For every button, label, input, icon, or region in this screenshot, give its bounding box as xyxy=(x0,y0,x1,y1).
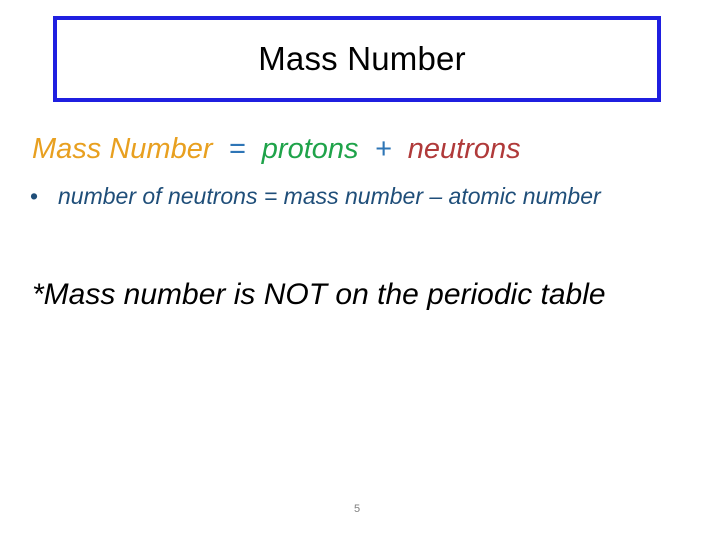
periodic-table-note: *Mass number is NOT on the periodic table xyxy=(32,278,606,311)
bullet-lhs: number of neutrons xyxy=(58,183,258,209)
mass-number-formula xyxy=(32,133,521,166)
page-number: 5 xyxy=(354,503,361,515)
formula-mass-number: Mass Number xyxy=(32,133,213,165)
formula-plus: + xyxy=(374,133,392,165)
formula-neutrons: neutrons xyxy=(407,133,521,165)
bullet-rest: = mass number – atomic number xyxy=(257,183,601,209)
bullet-marker: • xyxy=(30,183,39,209)
formula-equals: = xyxy=(228,133,246,165)
bullet-neutrons xyxy=(30,183,601,210)
title-box xyxy=(53,16,661,102)
formula-protons: protons xyxy=(261,133,359,165)
slide-title: Mass Number xyxy=(258,40,466,77)
